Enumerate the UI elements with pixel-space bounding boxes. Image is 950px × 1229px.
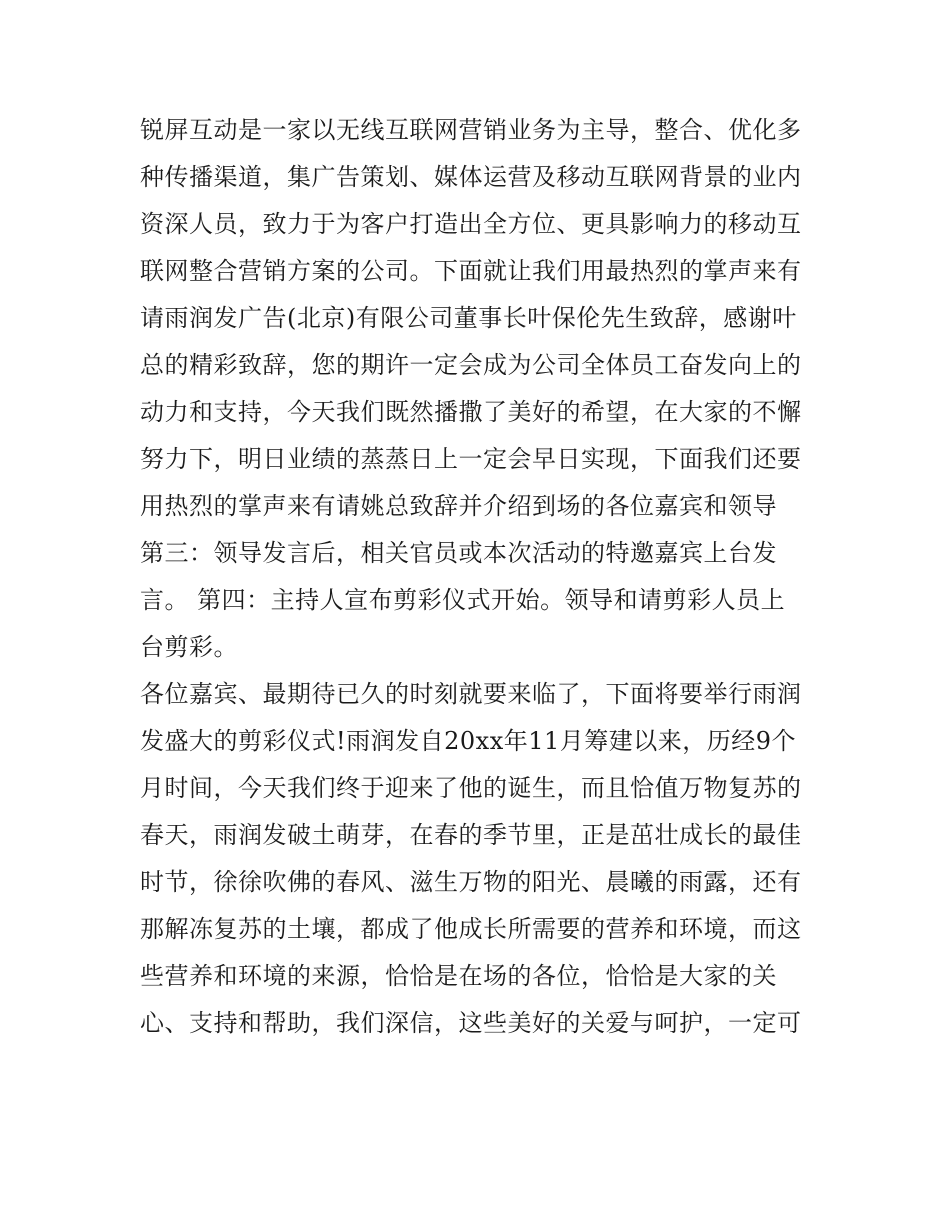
text-line: 锐屏互动是一家以无线互联网营销业务为主导，整合、优化多 (140, 116, 802, 144)
text-line: 种传播渠道，集广告策划、媒体运营及移动互联网背景的业内 (140, 163, 802, 191)
text-line: 些营养和环境的来源，恰恰是在场的各位，恰恰是大家的关 (140, 962, 777, 990)
text-line: 资深人员，致力于为客户打造出全方位、更具影响力的移动互 (140, 210, 802, 238)
text-line: 春天，雨润发破土萌芽，在春的季节里，正是茁壮成长的最佳 (140, 821, 802, 849)
text-line: 动力和支持，今天我们既然播撒了美好的希望，在大家的不懈 (140, 398, 802, 426)
text-line: 总的精彩致辞，您的期许一定会成为公司全体员工奋发向上的 (140, 351, 802, 379)
text-line: 第三：领导发言后，相关官员或本次活动的特邀嘉宾上台发 (140, 539, 777, 567)
text-line: 联网整合营销方案的公司。下面就让我们用最热烈的掌声来有 (140, 257, 802, 285)
text-line: 台剪彩。 (140, 633, 238, 661)
text-line: 努力下，明日业绩的蒸蒸日上一定会早日实现，下面我们还要 (140, 445, 802, 473)
text-line: 用热烈的掌声来有请姚总致辞并介绍到场的各位嘉宾和领导 (140, 492, 777, 520)
text-line: 各位嘉宾、最期待已久的时刻就要来临了，下面将要举行雨润 (140, 680, 802, 708)
text-line: 月时间，今天我们终于迎来了他的诞生，而且恰值万物复苏的 (140, 774, 802, 802)
body-text (140, 107, 820, 1047)
text-line: 时节，徐徐吹佛的春风、滋生万物的阳光、晨曦的雨露，还有 (140, 868, 802, 896)
text-line: 言。 第四：主持人宣布剪彩仪式开始。领导和请剪彩人员上 (140, 586, 786, 614)
text-line: 发盛大的剪彩仪式!雨润发自20xx年11月筹建以来，历经9个 (140, 727, 797, 755)
text-line: 那解冻复苏的土壤，都成了他成长所需要的营养和环境，而这 (140, 915, 802, 943)
text-line: 心、支持和帮助，我们深信，这些美好的关爱与呵护，一定可 (140, 1009, 802, 1037)
text-line: 请雨润发广告(北京)有限公司董事长叶保伦先生致辞，感谢叶 (140, 304, 797, 332)
